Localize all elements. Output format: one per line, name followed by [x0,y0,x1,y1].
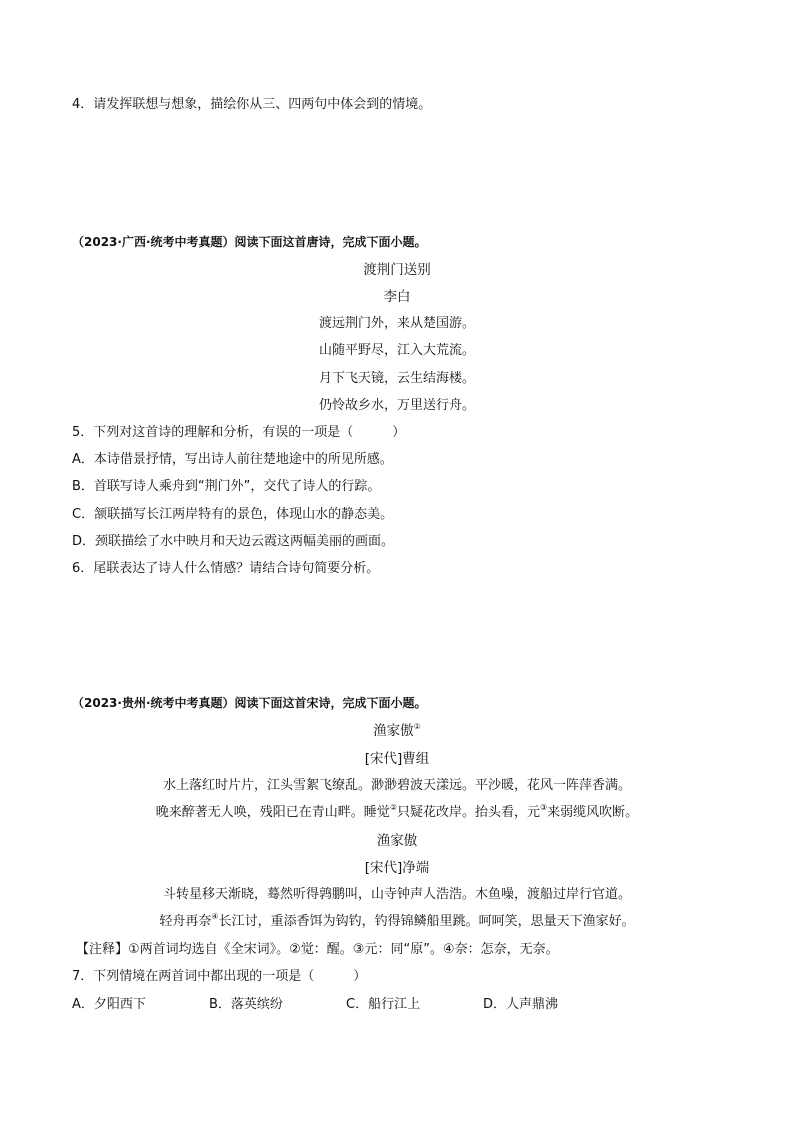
option-d: D．人声鼎沸 [483,997,559,1012]
question-7-options [72,996,558,1014]
option-c: C．船行江上 [346,997,421,1012]
poem-author: 李白 [383,289,411,305]
poem1-author: [宋代]曹组 [364,751,430,767]
question-4: 4．请发挥联想与想象，描绘你从三、四两句中体会到的情境。 [72,97,432,112]
poem1-line-part: 晚来醉著无人唤，残阳已在青山畔。睡觉 [155,805,390,820]
footnote-marker: ② [389,803,397,812]
poem2-line [0,913,794,931]
poem1-line: 水上落红时片片，江头雪絮飞缭乱。渺渺碧波天漾远。平沙暖，花风一阵萍香满。 [162,778,631,793]
poem-line: 仍怜故乡水，万里送行舟。 [318,398,475,413]
section-3-header: （2023·贵州·统考中考真题）阅读下面这首宋诗，完成下面小题。 [72,696,427,710]
poem2-title: 渔家傲 [376,833,418,849]
poem1-line-part: 只疑花改岸。抬头看，元 [396,805,540,820]
option-c: C．颔联描写长江两岸特有的景色，体现山水的静态美。 [72,507,394,522]
option-d: D．颈联描绘了水中映月和天边云霞这两幅美丽的画面。 [72,534,395,549]
poem2-author: [宋代]净端 [364,860,430,876]
annotation-note: 【注释】①两首词均选自《全宋词》。②觉：醒。③元：同“原”。④奈：怎奈，无奈。 [76,942,559,957]
poem-line: 渡远荆门外，来从楚国游。 [318,316,475,331]
poem1-line-part: 来弱缆风吹断。 [547,805,639,820]
option-a: A．夕阳西下 [72,997,146,1012]
footnote-marker: ① [413,722,421,731]
question-5: 5．下列对这首诗的理解和分析，有误的一项是（ ） [72,425,406,440]
question-6: 6．尾联表达了诗人什么情感？请结合诗句简要分析。 [72,561,380,576]
poem1-line [0,804,794,822]
poem-line: 月下飞天镜，云生结海楼。 [318,371,475,386]
section-2-header: （2023·广西·统考中考真题）阅读下面这首唐诗，完成下面小题。 [72,235,427,249]
question-7: 7．下列情境在两首词中都出现的一项是（ ） [72,969,367,984]
poem1-title-text: 渔家傲 [373,723,414,739]
poem2-line-part: 长江讨，重添香饵为钩钓，钓得锦鳞船里跳。呵呵笑，思量天下渔家好。 [218,914,635,929]
poem2-line: 斗转星移天渐晓，蓦然听得鹑鹏叫，山寺钟声人浩浩。木鱼噪，渡船过岸行官道。 [162,887,631,902]
poem1-title [0,722,794,740]
option-b: B．首联写诗人乘舟到“荆门外”，交代了诗人的行踪。 [72,479,381,494]
poem2-line-part: 轻舟再奈 [159,914,212,929]
poem-title: 渡荆门送别 [363,262,431,278]
option-b: B．落英缤纷 [209,997,283,1012]
option-a: A．本诗借景抒情，写出诗人前往楚地途中的所见所感。 [72,452,393,467]
poem-line: 山随平野尽，江入大荒流。 [318,343,475,358]
footnote-marker: ④ [211,912,219,921]
footnote-marker: ③ [540,803,548,812]
